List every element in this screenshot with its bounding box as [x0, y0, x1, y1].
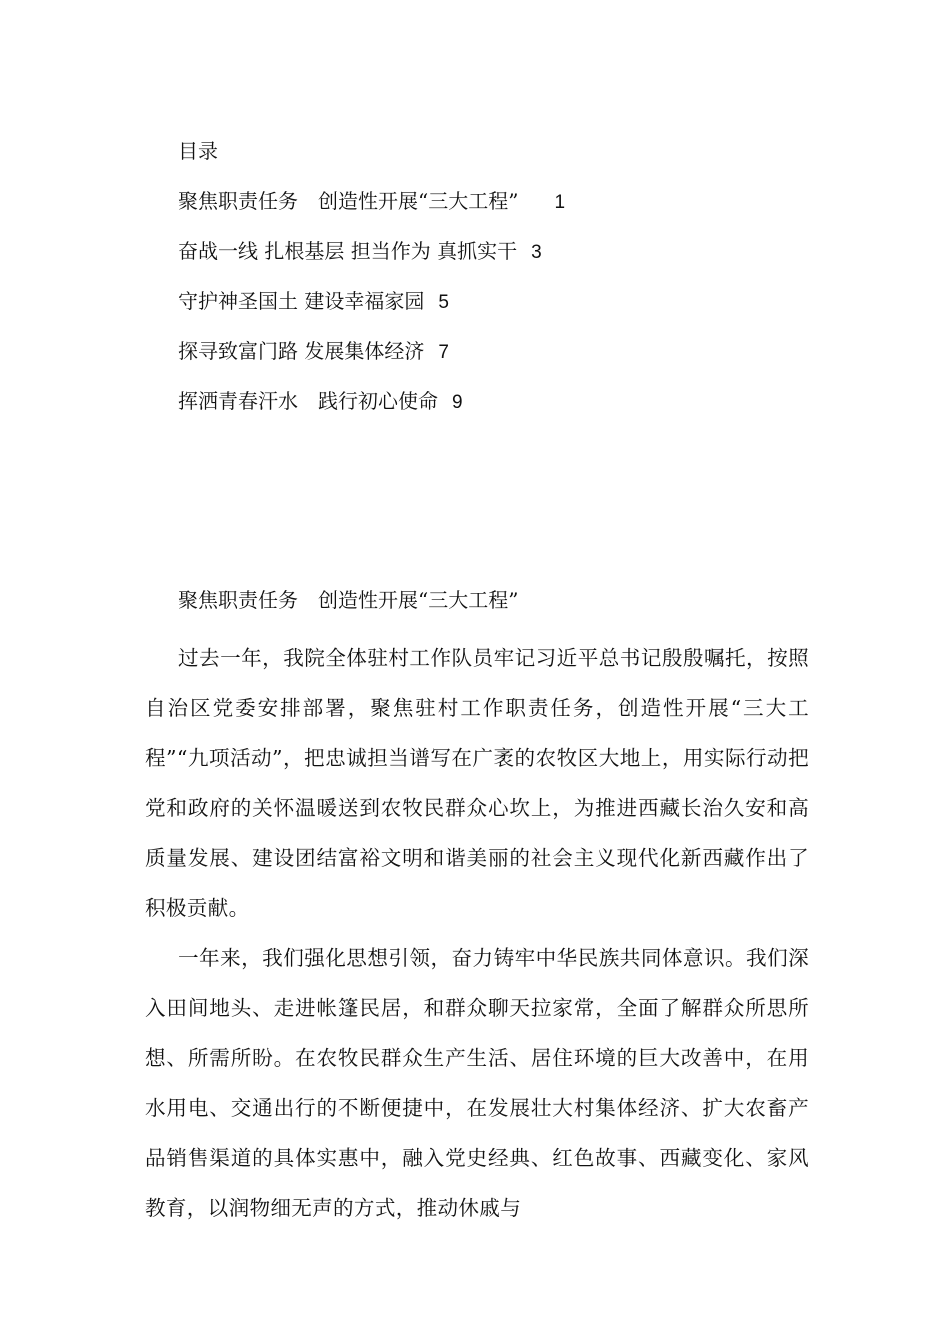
- body-paragraph: 过去一年，我院全体驻村工作队员牢记习近平总书记殷殷嘱托，按照自治区党委安排部署，聚焦驻村工作职责任务，创造性开展“三大工程”“九项活动”，把忠诚担当谱写在广袤的农牧区大地上，用实际行动把党和政府的关怀温暖送到农牧民群众心坎上，为推进西藏长治久安和高质量发展、建设团结富裕文明和谐美丽的社会主义现代化新西藏作出了积极贡献。: [145, 646, 809, 920]
- toc-entry-page: 9: [452, 392, 463, 413]
- toc-entry-title: 聚焦职责任务 创造性开展“三大工程”: [178, 189, 519, 213]
- toc-entry-page: 7: [438, 342, 449, 363]
- toc-entry[interactable]: [178, 184, 818, 218]
- toc-entry-title: 守护神圣国土 建设幸福家园: [178, 289, 425, 313]
- toc-entry-title: 探寻致富门路 发展集体经济: [178, 339, 425, 363]
- toc-entry[interactable]: [178, 284, 818, 318]
- section-body: [145, 633, 809, 1233]
- table-of-contents: [178, 134, 818, 434]
- toc-entry[interactable]: [178, 334, 818, 368]
- toc-entry[interactable]: [178, 234, 818, 268]
- toc-title: 目录: [178, 139, 218, 163]
- toc-entry-page: 1: [554, 192, 566, 213]
- toc-entry[interactable]: [178, 384, 818, 418]
- toc-entry-title: 挥洒青春汗水 践行初心使命: [178, 389, 438, 413]
- body-paragraph: 一年来，我们强化思想引领，奋力铸牢中华民族共同体意识。我们深入田间地头、走进帐篷民居，和群众聊天拉家常，全面了解群众所思所想、所需所盼。在农牧民群众生产生活、居住环境的巨大改善中，在用水用电、交通出行的不断便捷中，在发展壮大村集体经济、扩大农畜产品销售渠道的具体实惠中，融入党史经典、红色故事、西藏变化、家风教育，以润物细无声的方式，推动休戚与: [145, 946, 809, 1220]
- toc-entry-title: 奋战一线 扎根基层 担当作为 真抓实干: [178, 239, 518, 263]
- toc-entry-page: 3: [531, 242, 542, 263]
- toc-entry-page: 5: [438, 292, 449, 313]
- section-heading: 聚焦职责任务 创造性开展“三大工程”: [178, 588, 519, 612]
